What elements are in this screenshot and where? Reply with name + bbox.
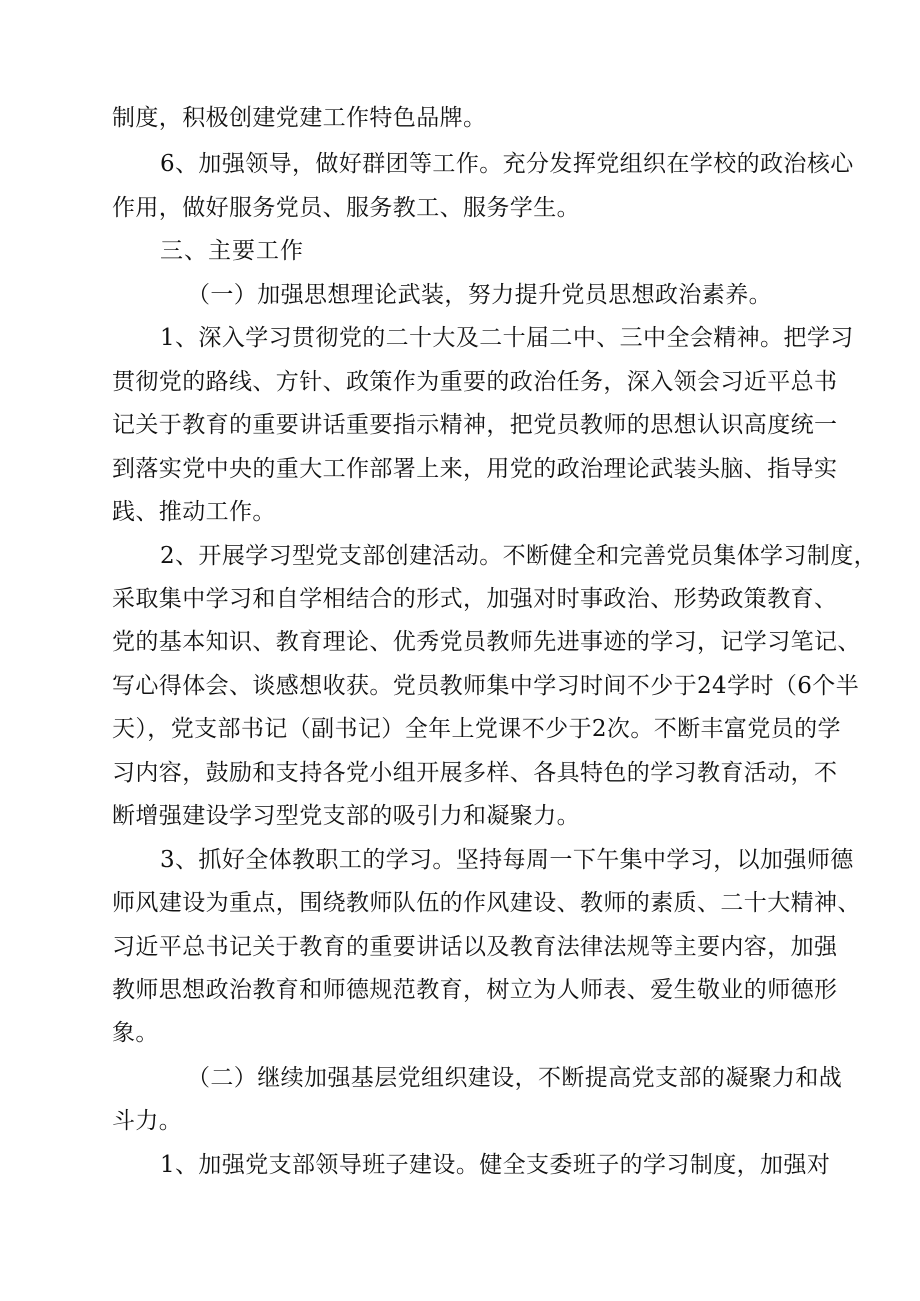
subsection-heading: （一）加强思想理论武装，努力提升党员思想政治素养。 xyxy=(187,282,772,308)
paragraph-line: 作用，做好服务党员、服务教工、服务学生。 xyxy=(112,195,580,221)
paragraph-line: 写心得体会、谈感想收获。党员教师集中学习时间不少于24学时（6个半 xyxy=(112,673,860,699)
paragraph-line: 1、深入学习贯彻党的二十大及二十届二中、三中全会精神。把学习 xyxy=(160,325,854,351)
paragraph-line: 1、加强党支部领导班子建设。健全支委班子的学习制度，加强对 xyxy=(160,1152,831,1178)
paragraph-line: 制度，积极创建党建工作特色品牌。 xyxy=(112,105,487,131)
paragraph-line: 断增强建设学习型党支部的吸引力和凝聚力。 xyxy=(112,803,580,829)
paragraph-line: 习近平总书记关于教育的重要讲话以及教育法律法规等主要内容，加强 xyxy=(112,934,838,960)
paragraph-line: 到落实党中央的重大工作部署上来，用党的政治理论武装头脑、指导实 xyxy=(112,456,838,482)
paragraph-line: 习内容，鼓励和支持各党小组开展多样、各具特色的学习教育活动，不 xyxy=(112,760,838,786)
paragraph-line: 象。 xyxy=(112,1020,159,1046)
paragraph-line: 践、推动工作。 xyxy=(112,499,276,525)
paragraph-line: 3、抓好全体教职工的学习。坚持每周一下午集中学习，以加强师德 xyxy=(160,847,854,873)
subsection-heading: （二）继续加强基层党组织建设，不断提高党支部的凝聚力和战 xyxy=(187,1065,843,1091)
paragraph-line: 贯彻党的路线、方针、政策作为重要的政治任务，深入领会习近平总书 xyxy=(112,369,838,395)
paragraph-line: 记关于教育的重要讲话重要指示精神，把党员教师的思想认识高度统一 xyxy=(112,412,838,438)
paragraph-line: 党的基本知识、教育理论、优秀党员教师先进事迹的学习，记学习笔记、 xyxy=(112,629,861,655)
section-heading: 三、主要工作 xyxy=(160,238,304,264)
paragraph-line: 6、加强领导，做好群团等工作。充分发挥党组织在学校的政治核心 xyxy=(160,151,854,177)
paragraph-line: 2、开展学习型党支部创建活动。不断健全和完善党员集体学习制度， xyxy=(160,543,878,569)
paragraph-line: 采取集中学习和自学相结合的形式，加强对时事政治、形势政策教育、 xyxy=(112,586,838,612)
paragraph-line: 师风建设为重点，围绕教师队伍的作风建设、教师的素质、二十大精神、 xyxy=(112,890,861,916)
paragraph-line: 天），党支部书记（副书记）全年上党课不少于2次。不断丰富党员的学 xyxy=(112,716,841,742)
paragraph-line: 斗力。 xyxy=(112,1108,183,1134)
paragraph-line: 教师思想政治教育和师德规范教育，树立为人师表、爱生敬业的师德形 xyxy=(112,977,838,1003)
